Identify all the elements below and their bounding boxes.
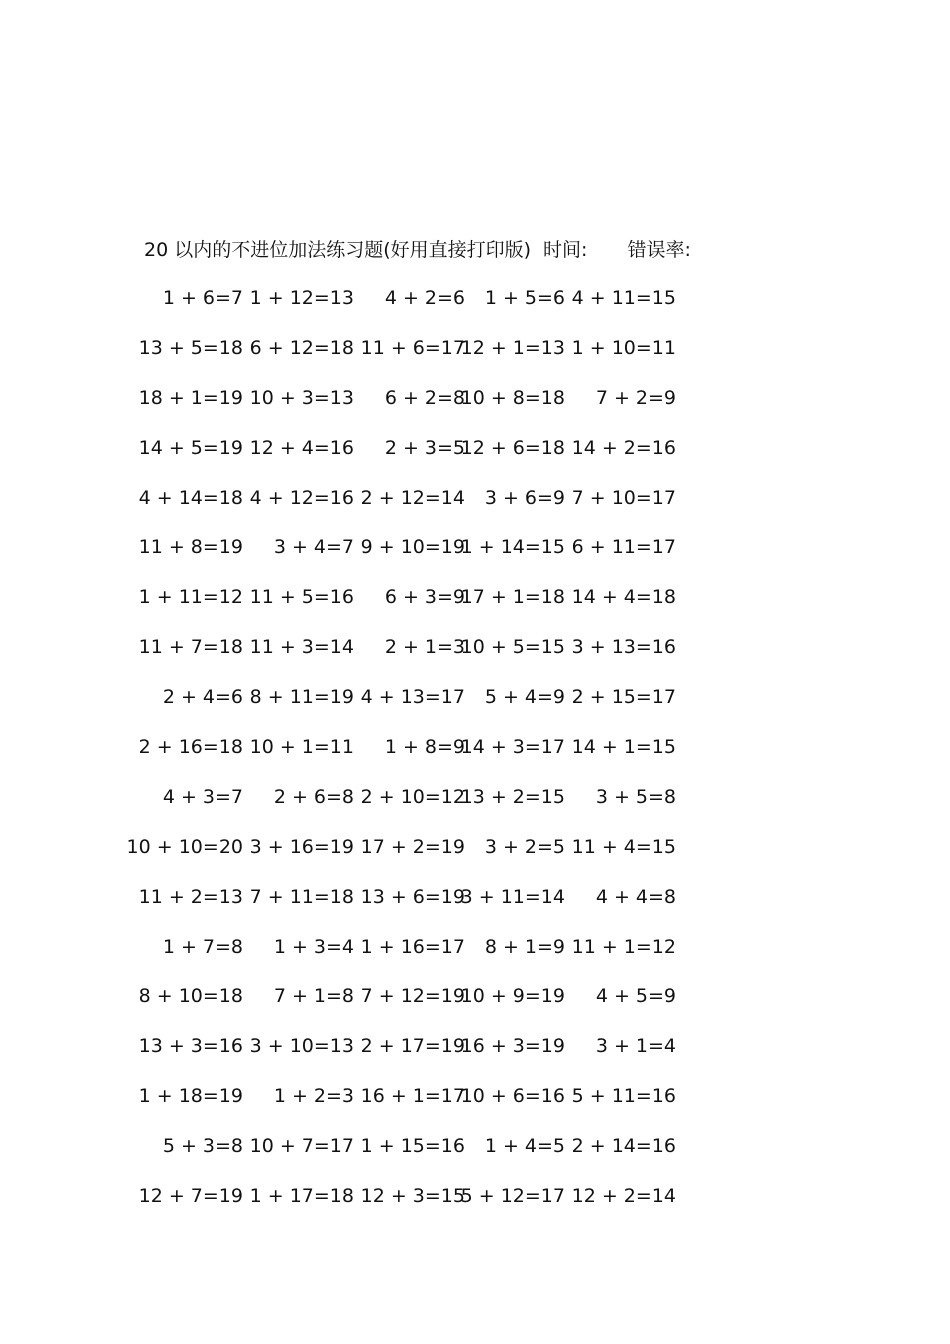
exercise-item: 3 + 1=4 bbox=[595, 1035, 676, 1058]
time-label: 时间: bbox=[543, 239, 588, 261]
exercise-item: 4 + 12=16 bbox=[249, 486, 354, 509]
exercise-item: 14 + 4=18 bbox=[571, 586, 676, 609]
exercise-row bbox=[0, 982, 950, 1032]
exercise-item: 1 + 3=4 bbox=[273, 935, 354, 958]
error-rate-label: 错误率: bbox=[627, 239, 691, 261]
exercise-row bbox=[0, 783, 950, 833]
exercise-item: 8 + 11=19 bbox=[249, 686, 354, 709]
exercise-item: 13 + 6=19 bbox=[360, 885, 465, 908]
exercise-item: 2 + 1=3 bbox=[384, 636, 465, 659]
exercise-item: 5 + 11=16 bbox=[571, 1085, 676, 1108]
exercise-item: 12 + 3=15 bbox=[360, 1185, 465, 1208]
exercise-item: 13 + 3=16 bbox=[138, 1035, 243, 1058]
exercise-item: 1 + 2=3 bbox=[273, 1085, 354, 1108]
exercise-item: 1 + 6=7 bbox=[162, 287, 243, 309]
worksheet-title: 20 以内的不进位加法练习题(好用直接打印版) bbox=[144, 239, 532, 261]
exercise-row bbox=[0, 683, 950, 733]
exercise-item: 1 + 12=13 bbox=[249, 287, 354, 309]
exercise-item: 11 + 4=15 bbox=[571, 835, 676, 858]
exercise-item: 10 + 5=15 bbox=[460, 636, 565, 659]
exercise-row bbox=[0, 1182, 950, 1232]
exercise-item: 7 + 1=8 bbox=[273, 985, 354, 1008]
exercise-item: 14 + 5=19 bbox=[138, 436, 243, 459]
exercise-item: 7 + 10=17 bbox=[571, 486, 676, 509]
exercise-item: 1 + 7=8 bbox=[162, 935, 243, 958]
exercise-row bbox=[0, 484, 950, 534]
exercise-item: 14 + 2=16 bbox=[571, 436, 676, 459]
exercise-item: 3 + 6=9 bbox=[484, 486, 565, 509]
exercise-item: 2 + 16=18 bbox=[138, 736, 243, 759]
exercise-item: 6 + 3=9 bbox=[384, 586, 465, 609]
exercise-item: 2 + 3=5 bbox=[384, 436, 465, 459]
exercise-row bbox=[0, 1132, 950, 1182]
exercise-item: 3 + 13=16 bbox=[571, 636, 676, 659]
exercise-item: 1 + 18=19 bbox=[138, 1085, 243, 1108]
exercise-item: 10 + 8=18 bbox=[460, 386, 565, 409]
exercise-item: 13 + 2=15 bbox=[460, 785, 565, 808]
exercise-item: 3 + 16=19 bbox=[249, 835, 354, 858]
exercise-row bbox=[0, 583, 950, 633]
exercise-item: 1 + 17=18 bbox=[249, 1185, 354, 1208]
exercise-item: 16 + 1=17 bbox=[360, 1085, 465, 1108]
exercise-item: 4 + 2=6 bbox=[384, 287, 465, 309]
exercise-item: 1 + 4=5 bbox=[484, 1135, 565, 1158]
exercise-item: 11 + 2=13 bbox=[138, 885, 243, 908]
exercise-item: 2 + 17=19 bbox=[360, 1035, 465, 1058]
exercise-item: 4 + 3=7 bbox=[162, 785, 243, 808]
exercise-item: 2 + 10=12 bbox=[360, 785, 465, 808]
exercise-item: 2 + 14=16 bbox=[571, 1135, 676, 1158]
exercise-item: 13 + 5=18 bbox=[138, 336, 243, 359]
exercise-item: 14 + 1=15 bbox=[571, 736, 676, 759]
exercise-item: 5 + 3=8 bbox=[162, 1135, 243, 1158]
exercise-row bbox=[0, 533, 950, 583]
exercise-item: 17 + 2=19 bbox=[360, 835, 465, 858]
exercise-item: 7 + 2=9 bbox=[595, 386, 676, 409]
exercise-item: 3 + 5=8 bbox=[595, 785, 676, 808]
exercise-item: 11 + 8=19 bbox=[138, 536, 243, 559]
exercise-item: 2 + 15=17 bbox=[571, 686, 676, 709]
exercise-item: 9 + 10=19 bbox=[360, 536, 465, 559]
exercise-item: 10 + 1=11 bbox=[249, 736, 354, 759]
exercise-row bbox=[0, 633, 950, 683]
exercise-row bbox=[0, 434, 950, 484]
exercise-item: 6 + 12=18 bbox=[249, 336, 354, 359]
exercise-row bbox=[0, 1032, 950, 1082]
exercise-item: 4 + 4=8 bbox=[595, 885, 676, 908]
exercise-item: 11 + 1=12 bbox=[571, 935, 676, 958]
exercise-row bbox=[0, 933, 950, 983]
exercise-item: 12 + 7=19 bbox=[138, 1185, 243, 1208]
exercise-item: 1 + 16=17 bbox=[360, 935, 465, 958]
exercise-grid bbox=[0, 284, 950, 1232]
exercise-item: 10 + 6=16 bbox=[460, 1085, 565, 1108]
exercise-row bbox=[0, 883, 950, 933]
exercise-item: 10 + 7=17 bbox=[249, 1135, 354, 1158]
exercise-item: 1 + 10=11 bbox=[571, 336, 676, 359]
exercise-item: 11 + 5=16 bbox=[249, 586, 354, 609]
exercise-item: 3 + 2=5 bbox=[484, 835, 565, 858]
exercise-item: 3 + 10=13 bbox=[249, 1035, 354, 1058]
exercise-item: 1 + 8=9 bbox=[384, 736, 465, 759]
exercise-item: 11 + 3=14 bbox=[249, 636, 354, 659]
exercise-item: 4 + 14=18 bbox=[138, 486, 243, 509]
exercise-item: 12 + 6=18 bbox=[460, 436, 565, 459]
exercise-item: 5 + 4=9 bbox=[484, 686, 565, 709]
exercise-item: 4 + 13=17 bbox=[360, 686, 465, 709]
exercise-item: 8 + 10=18 bbox=[138, 985, 243, 1008]
exercise-item: 2 + 12=14 bbox=[360, 486, 465, 509]
exercise-item: 7 + 12=19 bbox=[360, 985, 465, 1008]
exercise-item: 7 + 11=18 bbox=[249, 885, 354, 908]
exercise-item: 5 + 12=17 bbox=[460, 1185, 565, 1208]
worksheet-header bbox=[144, 236, 691, 264]
exercise-item: 12 + 4=16 bbox=[249, 436, 354, 459]
exercise-row bbox=[0, 384, 950, 434]
exercise-item: 4 + 5=9 bbox=[595, 985, 676, 1008]
exercise-item: 2 + 6=8 bbox=[273, 785, 354, 808]
exercise-item: 14 + 3=17 bbox=[460, 736, 565, 759]
exercise-item: 1 + 11=12 bbox=[138, 586, 243, 609]
exercise-item: 6 + 2=8 bbox=[384, 386, 465, 409]
exercise-item: 11 + 7=18 bbox=[138, 636, 243, 659]
exercise-item: 3 + 4=7 bbox=[273, 536, 354, 559]
exercise-item: 3 + 11=14 bbox=[460, 885, 565, 908]
exercise-item: 2 + 4=6 bbox=[162, 686, 243, 709]
exercise-row bbox=[0, 1082, 950, 1132]
exercise-item: 16 + 3=19 bbox=[460, 1035, 565, 1058]
exercise-item: 17 + 1=18 bbox=[460, 586, 565, 609]
exercise-item: 8 + 1=9 bbox=[484, 935, 565, 958]
exercise-row bbox=[0, 833, 950, 883]
exercise-item: 10 + 10=20 bbox=[126, 835, 243, 858]
exercise-row bbox=[0, 334, 950, 384]
exercise-item: 1 + 14=15 bbox=[460, 536, 565, 559]
exercise-item: 1 + 5=6 bbox=[484, 287, 565, 309]
exercise-item: 1 + 15=16 bbox=[360, 1135, 465, 1158]
exercise-item: 12 + 2=14 bbox=[571, 1185, 676, 1208]
exercise-item: 18 + 1=19 bbox=[138, 386, 243, 409]
exercise-row bbox=[0, 733, 950, 783]
exercise-item: 11 + 6=17 bbox=[360, 336, 465, 359]
exercise-item: 12 + 1=13 bbox=[460, 336, 565, 359]
exercise-item: 10 + 3=13 bbox=[249, 386, 354, 409]
exercise-item: 4 + 11=15 bbox=[571, 287, 676, 309]
exercise-row bbox=[0, 284, 950, 334]
exercise-item: 6 + 11=17 bbox=[571, 536, 676, 559]
exercise-item: 10 + 9=19 bbox=[460, 985, 565, 1008]
